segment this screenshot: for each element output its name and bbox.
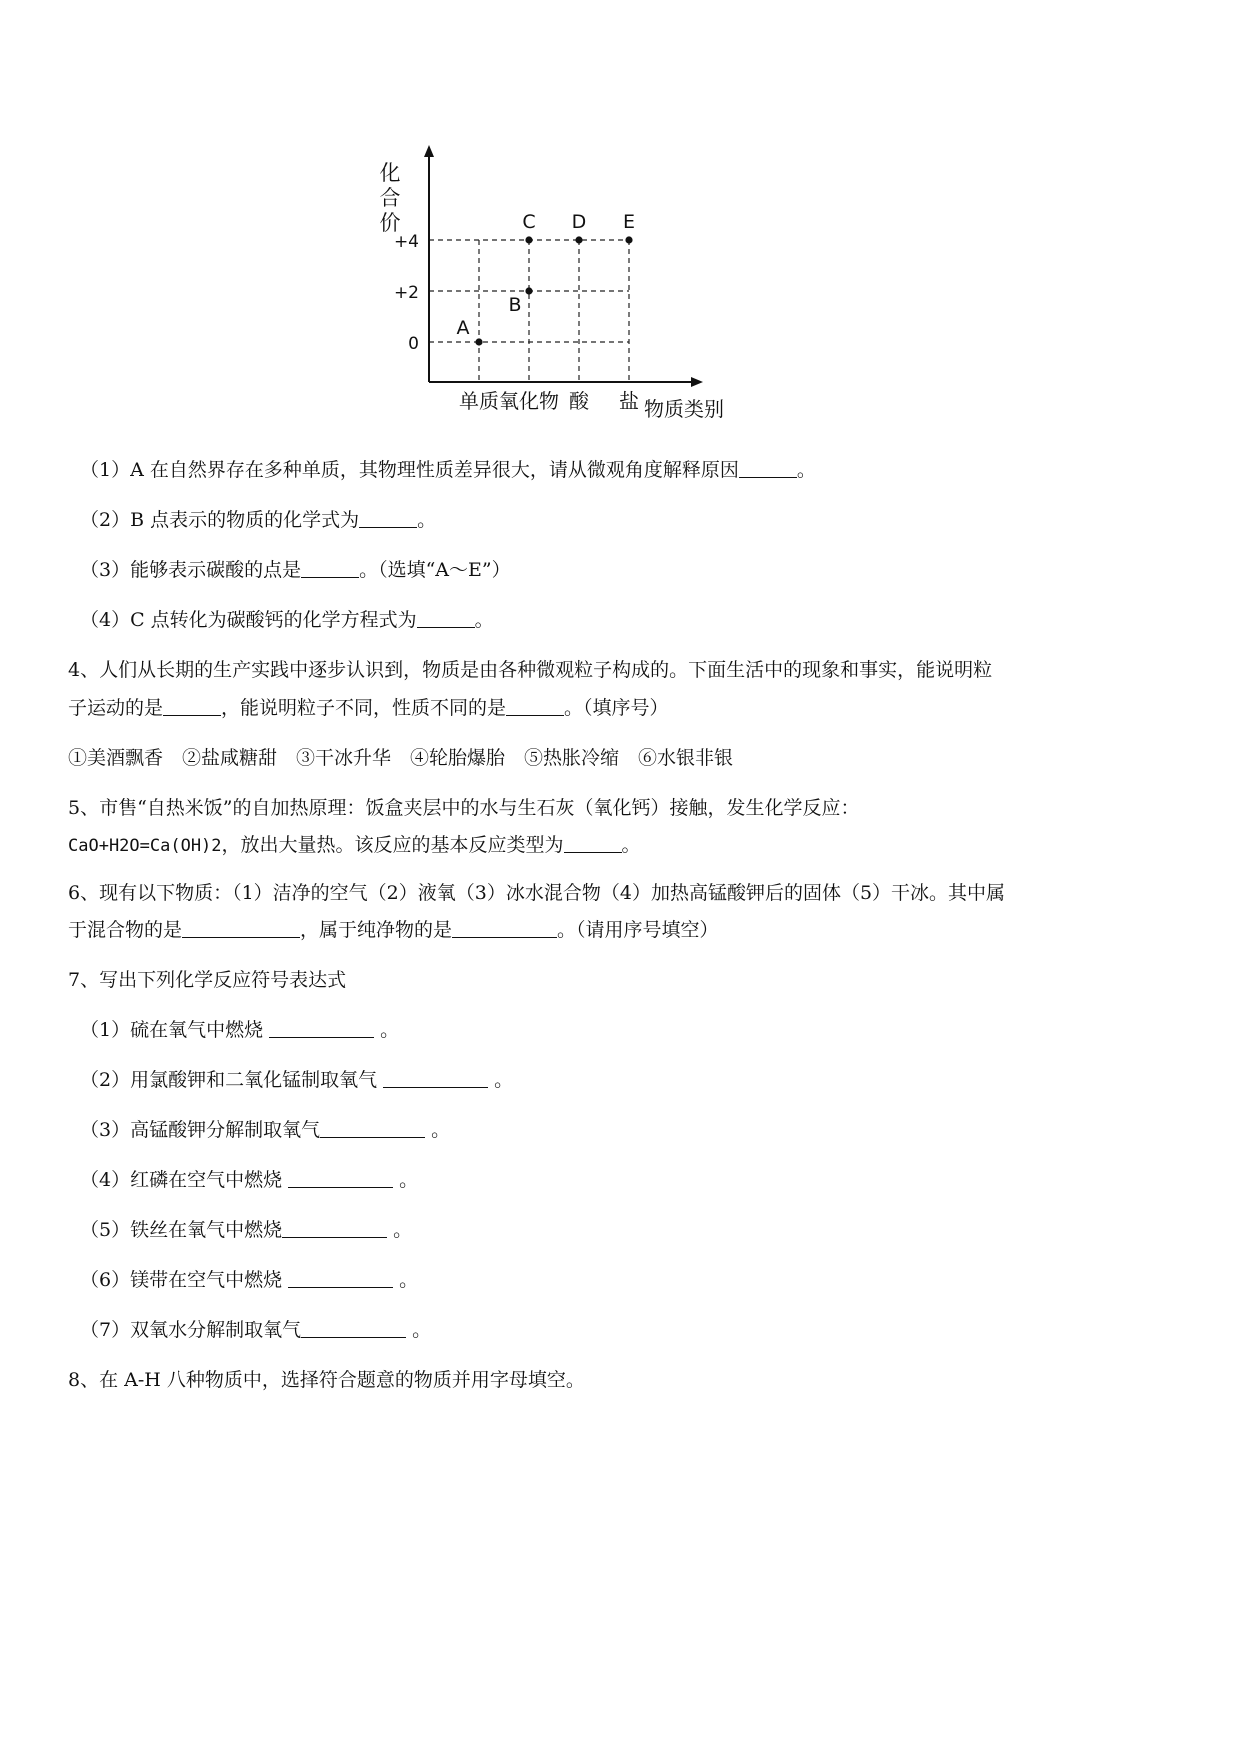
q7-title: 7、写出下列化学反应符号表达式 bbox=[68, 969, 347, 991]
q6-line-2 bbox=[68, 915, 1171, 945]
q4-line-2-a: 子运动的是 bbox=[68, 697, 164, 719]
q7-item bbox=[80, 1115, 1171, 1145]
q5-line-2-b: 。 bbox=[621, 834, 641, 856]
q5-formula: CaO+H2O=Ca(OH)2 bbox=[68, 836, 222, 856]
q7-item-text: （3）高锰酸钾分解制取氧气 bbox=[80, 1119, 321, 1141]
data-point-label: E bbox=[622, 211, 636, 233]
q3-item-1-end: 。 bbox=[796, 459, 816, 481]
q4-options: ①美酒飘香 ②盐咸糖甜 ③干冰升华 ④轮胎爆胎 ⑤热胀冷缩 ⑥水银非银 bbox=[68, 747, 734, 769]
q6-line-2-c: 。（请用序号填空） bbox=[557, 919, 719, 941]
x-axis-label: 物质类别 bbox=[644, 397, 724, 421]
y-axis-label bbox=[380, 161, 401, 235]
answer-blank[interactable] bbox=[383, 1067, 488, 1088]
valence-category-chart bbox=[370, 140, 840, 480]
q4-line-1: 4、人们从长期的生产实践中逐步认识到，物质是由各种微观粒子构成的。下面生活中的现象和事实，能说明粒 bbox=[68, 659, 993, 681]
y-axis-label-char: 化 bbox=[379, 161, 401, 185]
q7-item-end: 。 bbox=[387, 1219, 413, 1241]
q7-item-text: （2）用氯酸钾和二氧化锰制取氧气 bbox=[80, 1069, 384, 1091]
x-axis-arrow bbox=[691, 377, 703, 387]
answer-blank[interactable] bbox=[301, 557, 359, 578]
q7-item-text: （4）红磷在空气中燃烧 bbox=[80, 1169, 289, 1191]
q5-line-2-a: ，放出大量热。该反应的基本反应类型为 bbox=[221, 834, 564, 856]
data-point bbox=[475, 338, 482, 345]
q7-item-end: 。 bbox=[393, 1169, 419, 1191]
y-axis-arrow bbox=[424, 145, 434, 157]
answer-blank[interactable] bbox=[269, 1017, 374, 1038]
y-tick-label: +2 bbox=[393, 283, 419, 303]
x-tick-label: 氧化物 bbox=[499, 389, 559, 413]
q3-item-2-end: 。 bbox=[417, 509, 437, 531]
answer-blank[interactable] bbox=[739, 457, 797, 478]
q7-item bbox=[80, 1165, 1171, 1195]
q7-item-text: （1）硫在氧气中燃烧 bbox=[80, 1019, 270, 1041]
q6-line-2-a: 于混合物的是 bbox=[68, 919, 183, 941]
q7-item-end: 。 bbox=[425, 1119, 451, 1141]
x-tick-label: 单质 bbox=[459, 389, 499, 413]
q6-line-2-b: ，属于纯净物的是 bbox=[300, 919, 453, 941]
q6-line-1: 6、现有以下物质：（1）洁净的空气（2）液氧（3）冰水混合物（4）加热高锰酸钾后的固体（5）干冰。其中属 bbox=[68, 882, 1006, 904]
y-tick-label: +4 bbox=[393, 232, 419, 252]
data-point-label: A bbox=[456, 317, 470, 339]
q5-line-1: 5、市售“自热米饭”的自加热原理：饭盒夹层中的水与生石灰（氧化钙）接触，发生化学反应： bbox=[68, 797, 860, 819]
q3-item-3-end: 。（选填“A～E”） bbox=[359, 559, 511, 581]
answer-blank[interactable] bbox=[506, 695, 564, 716]
q7-item-end: 。 bbox=[406, 1319, 432, 1341]
answer-blank[interactable] bbox=[288, 1167, 393, 1188]
q7-item-end: 。 bbox=[374, 1019, 400, 1041]
q7-item-text: （5）铁丝在氧气中燃烧 bbox=[80, 1219, 283, 1241]
answer-blank[interactable] bbox=[288, 1267, 393, 1288]
q7-item-text: （6）镁带在空气中燃烧 bbox=[80, 1269, 289, 1291]
answer-blank[interactable] bbox=[320, 1117, 425, 1138]
chart-grid bbox=[429, 240, 629, 382]
answer-blank[interactable] bbox=[282, 1217, 387, 1238]
q4-line-2-b: ，能说明粒子不同，性质不同的是 bbox=[221, 697, 507, 719]
answer-blank[interactable] bbox=[301, 1317, 406, 1338]
chart-axes bbox=[424, 145, 703, 387]
q3-item-4-text: （4）C 点转化为碳酸钙的化学方程式为 bbox=[80, 609, 417, 631]
q7-item bbox=[80, 1065, 1171, 1095]
x-tick-label: 盐 bbox=[619, 389, 639, 413]
q7-item-text: （7）双氧水分解制取氧气 bbox=[80, 1319, 302, 1341]
q7-item bbox=[80, 1265, 1171, 1295]
q7-item bbox=[80, 1315, 1171, 1345]
q4-line-2-c: 。（填序号） bbox=[564, 697, 669, 719]
x-tick-labels bbox=[459, 389, 639, 413]
y-tick-label: 0 bbox=[408, 334, 419, 354]
q8-title: 8、在 A-H 八种物质中，选择符合题意的物质并用字母填空。 bbox=[68, 1369, 585, 1391]
answer-blank[interactable] bbox=[564, 832, 622, 853]
y-axis-label-char: 价 bbox=[379, 211, 401, 235]
y-tick-labels bbox=[394, 232, 419, 354]
q3-item-1-text: （1）A 在自然界存在多种单质，其物理性质差异很大，请从微观角度解释原因 bbox=[80, 459, 739, 481]
answer-blank[interactable] bbox=[163, 695, 221, 716]
q4-line-2 bbox=[68, 693, 1171, 723]
q3-item-4-end: 。 bbox=[474, 609, 494, 631]
q7-item-end: 。 bbox=[393, 1269, 419, 1291]
data-point-label: B bbox=[508, 294, 522, 316]
q7-item-end: 。 bbox=[488, 1069, 514, 1091]
data-point bbox=[575, 236, 582, 243]
answer-blank[interactable] bbox=[452, 917, 557, 938]
data-point bbox=[525, 236, 532, 243]
q7-item bbox=[80, 1015, 1171, 1045]
q3-item-1 bbox=[80, 455, 1171, 485]
data-point-label: D bbox=[571, 211, 587, 233]
data-point bbox=[625, 236, 632, 243]
q3-item-3 bbox=[80, 555, 1171, 585]
y-axis-label-char: 合 bbox=[379, 186, 401, 210]
answer-blank[interactable] bbox=[359, 507, 417, 528]
q3-item-2-text: （2）B 点表示的物质的化学式为 bbox=[80, 509, 360, 531]
data-point bbox=[525, 287, 532, 294]
data-point-label: C bbox=[522, 211, 536, 233]
q3-item-4 bbox=[80, 605, 1171, 635]
answer-blank[interactable] bbox=[182, 917, 300, 938]
q5-line-2 bbox=[68, 830, 1171, 861]
q7-item bbox=[80, 1215, 1171, 1245]
q3-item-3-text: （3）能够表示碳酸的点是 bbox=[80, 559, 302, 581]
answer-blank[interactable] bbox=[417, 607, 475, 628]
q3-item-2 bbox=[80, 505, 1171, 535]
x-tick-label: 酸 bbox=[569, 389, 589, 413]
data-points bbox=[457, 211, 636, 346]
